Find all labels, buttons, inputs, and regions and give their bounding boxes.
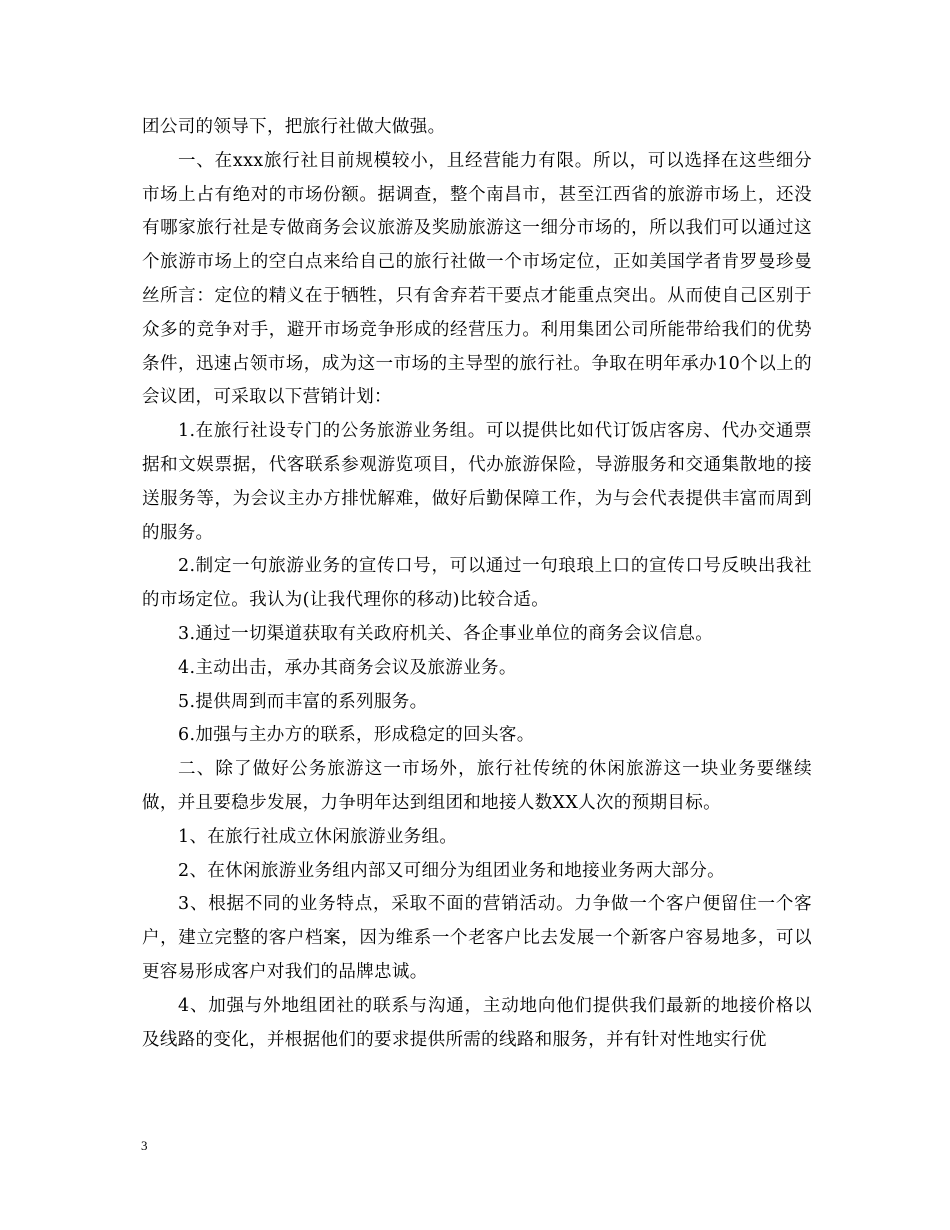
document-body [142,111,812,1057]
paragraph-section-two: 二、除了做好公务旅游这一市场外，旅行社传统的休闲旅游这一块业务要继续做，并且要稳步发展，力争明年达到组团和地接人数XX人次的预期目标。 [142,759,812,813]
paragraph-item-2: 2.制定一句旅游业务的宣传口号，可以通过一句琅琅上口的宣传口号反映出我社的市场定位。我认为(让我代理你的移动)比较合适。 [142,556,812,611]
paragraph-item-1: 1.在旅行社设专门的公务旅游业务组。可以提供比如代订饭店客房、代办交通票据和文娱票据，代客联系参观游览项目，代办旅游保险，导游服务和交通集散地的接送服务等，为会议主办方排忧解难，做好后勤保障工作，为与会代表提供丰富而周到的服务。 [142,421,812,543]
paragraph-continuation: 团公司的领导下，把旅行社做大做强。 [142,117,446,137]
paragraph-item-6: 6.加强与主办方的联系，形成稳定的回头客。 [178,725,535,746]
paragraph-item-4: 4.主动出击，承办其商务会议及旅游业务。 [178,657,517,678]
paragraph-item-5: 5.提供周到而丰富的系列服务。 [178,691,428,712]
page-number: 3 [141,1138,148,1153]
paragraph-subitem-3: 3、根据不同的业务特点，采取不面的营销活动。力争做一个客户便留住一个客户，建立完整的客户档案，因为维系一个老客户比去发展一个新客户容易地多，可以更容易形成客户对我们的品牌忠诚。 [142,894,812,982]
paragraph-section-one: 一、在xxx旅行社目前规模较小，且经营能力有限。所以，可以选择在这些细分市场上占有绝对的市场份额。据调查，整个南昌市，甚至江西省的旅游市场上，还没有哪家旅行社是专做商务会议旅游及奖励旅游这一细分市场的，所以我们可以通过这个旅游市场上的空白点来给自己的旅行社做一个市场定位，正如美国学者肯罗曼珍曼丝所言：定位的精义在于牺牲，只有舍弃若干要点才能重点突出。从而使自己区别于众多的竞争对手，避开市场竞争形成的经营压力。利用集团公司所能带给我们的优势条件，迅速占领市场，成为这一市场的主导型的旅行社。争取在明年承办10个以上的会议团，可采取以下营销计划： [142,150,812,408]
paragraph-subitem-4: 4、加强与外地组团社的联系与沟通，主动地向他们提供我们最新的地接价格以及线路的变化，并根据他们的要求提供所需的线路和服务，并有针对性地实行优 [142,995,812,1050]
paragraph-subitem-2: 2、在休闲旅游业务组内部又可细分为组团业务和地接业务两大部分。 [178,860,725,881]
paragraph-item-3: 3.通过一切渠道获取有关政府机关、各企事业单位的商务会议信息。 [178,623,714,644]
paragraph-subitem-1: 1、在旅行社成立休闲旅游业务组。 [178,826,458,847]
